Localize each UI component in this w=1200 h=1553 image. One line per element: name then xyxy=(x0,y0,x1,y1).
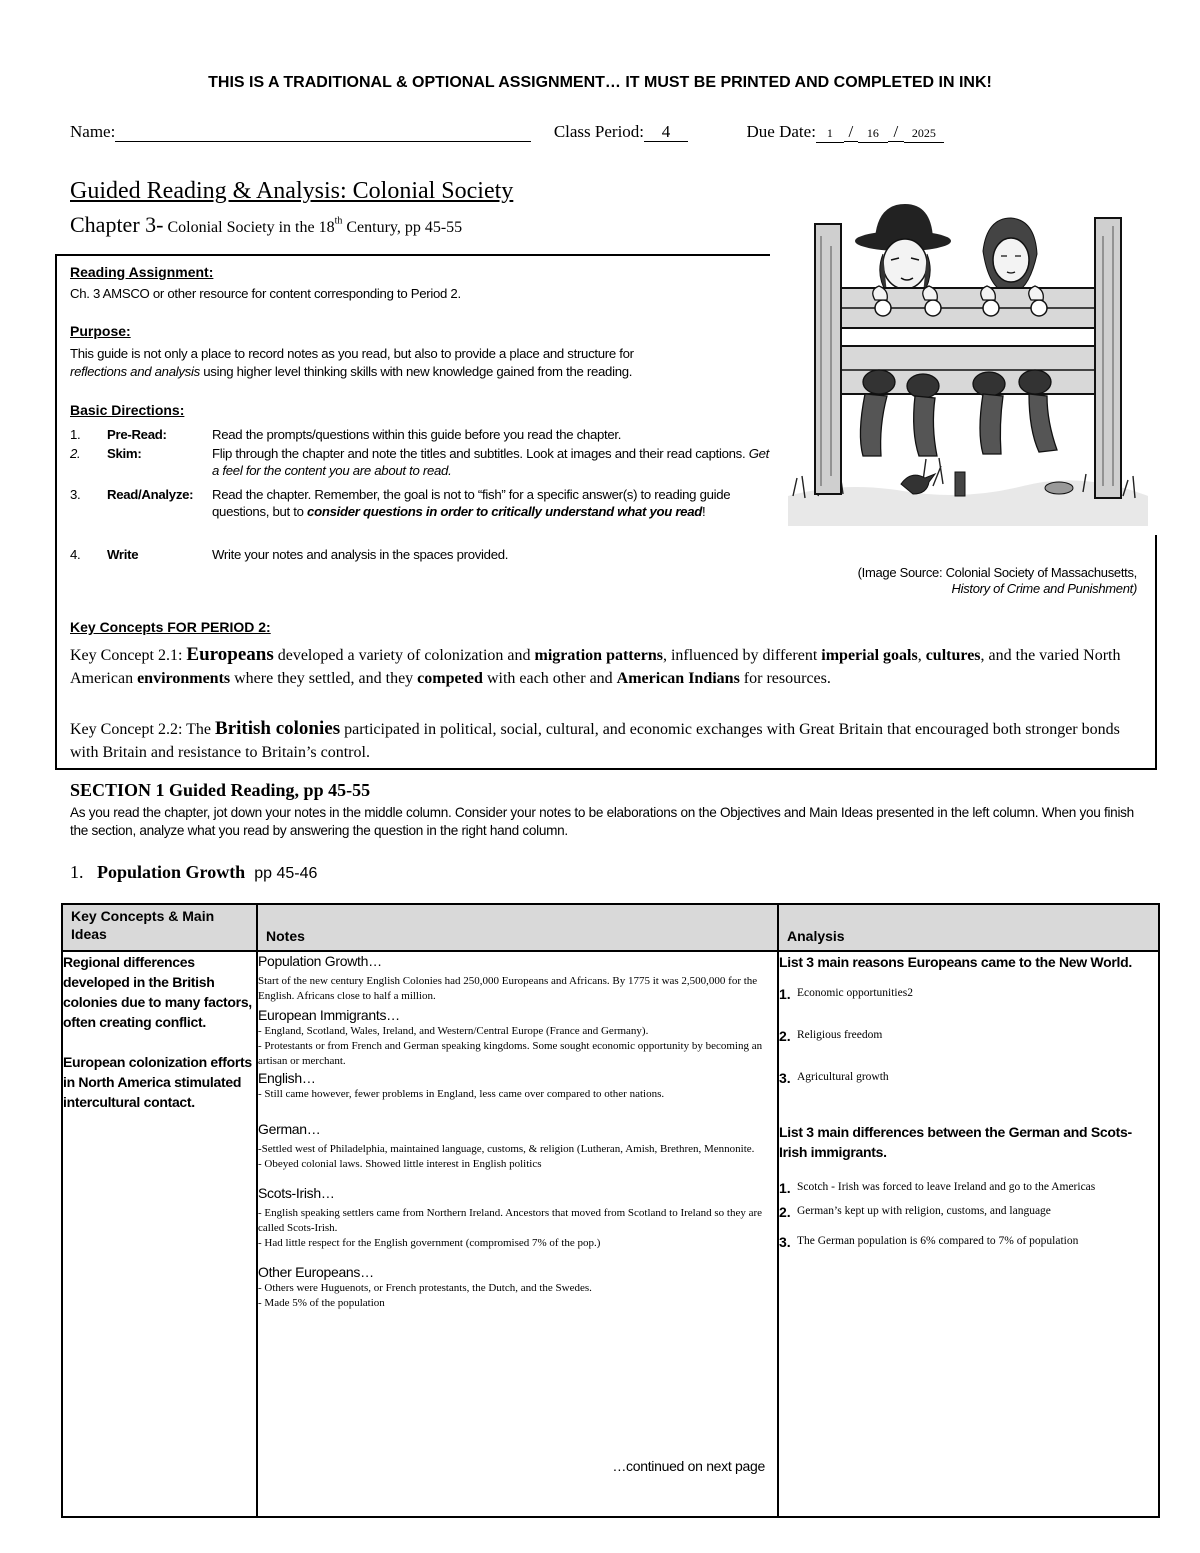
kc-text: with each other and xyxy=(482,670,617,687)
answer-text: Economic opportunities2 xyxy=(797,987,913,999)
class-period-label: Class Period: xyxy=(553,122,645,141)
direction-item xyxy=(70,426,790,444)
notes-text: - English speaking settlers came from Northern Ireland. Ancestors that moved from Scotland to Ireland so they are called Scots-Irish. xyxy=(258,1207,763,1234)
kc-text: , xyxy=(917,647,926,664)
table-row xyxy=(62,951,1159,1517)
analysis-cell[interactable] xyxy=(778,951,1159,1517)
purpose-line-1: This guide is not only a place to record notes as you read, but also to provide a place and structure for xyxy=(70,346,634,361)
kc-keyword: American Indians xyxy=(616,670,740,687)
notes-heading: Population Growth… xyxy=(258,953,382,969)
header-analysis xyxy=(778,904,1159,951)
date-separator: / xyxy=(844,123,858,142)
image-caption xyxy=(780,565,1137,597)
section-1-description: As you read the chapter, jot down your notes in the middle column. Consider your notes to be elaborations on the Objectives and Main Ideas presented in the left column. When you finish the section, analyze what you read by answering the question in the right hand column. xyxy=(70,805,1134,838)
kc-keyword: Europeans xyxy=(186,644,274,665)
answer-item xyxy=(779,986,1158,1002)
caption-line-1: (Image Source: Colonial Society of Massachusetts, xyxy=(857,565,1137,580)
answer-item xyxy=(779,1028,1158,1044)
due-day-field[interactable]: 16 xyxy=(858,124,888,143)
name-field[interactable] xyxy=(115,123,531,142)
notes-text: - Obeyed colonial laws. Showed little interest in English politics xyxy=(258,1158,542,1170)
answer-text: Scotch - Irish was forced to leave Ireland and go to the Americas xyxy=(797,1181,1096,1193)
direction-item xyxy=(70,445,790,481)
direction-description xyxy=(212,445,772,479)
purpose-label: Purpose: xyxy=(70,323,131,339)
direction-description: Write your notes and analysis in the spaces provided. xyxy=(212,547,509,562)
header-main-ideas xyxy=(62,904,257,951)
kc-text: for resources. xyxy=(739,670,831,687)
chapter-text: Colonial Society in the 18 xyxy=(163,219,335,236)
key-concepts-label: Key Concepts FOR PERIOD 2: xyxy=(70,619,271,635)
reading-assignment-label: Reading Assignment: xyxy=(70,264,214,280)
answer-text: Religious freedom xyxy=(797,1029,883,1041)
direction-number: 1. xyxy=(70,427,81,442)
direction-description xyxy=(212,486,732,520)
kc-keyword: British colonies xyxy=(215,718,341,739)
due-year-field[interactable]: 2025 xyxy=(904,124,944,143)
chapter-text-end: Century, pp 45-55 xyxy=(342,219,463,236)
answer-number: 1. xyxy=(779,986,791,1002)
notes-heading: English… xyxy=(258,1070,316,1086)
due-date-label: Due Date: xyxy=(746,122,816,141)
superscript: th xyxy=(334,215,343,227)
answer-item xyxy=(779,1180,1158,1196)
main-idea: European colonization efforts in North America stimulated intercultural contact. xyxy=(63,1054,252,1110)
kc-prefix: Key Concept 2.1: xyxy=(70,647,187,664)
answer-number: 3. xyxy=(779,1070,791,1086)
answer-number: 2. xyxy=(779,1028,791,1044)
direction-text: Read the chapter. Remember, the goal is not to “fish” for a specific answer(s) to reading guide questions, but to xyxy=(212,487,731,519)
page-title: Guided Reading & Analysis: Colonial Society xyxy=(70,178,514,204)
direction-italic: Get a feel for the content you are about to read. xyxy=(212,446,770,478)
kc-text: , influenced by different xyxy=(662,647,822,664)
direction-description: Read the prompts/questions within this guide before you read the chapter. xyxy=(212,427,622,442)
due-month-field[interactable]: 1 xyxy=(816,124,844,143)
answer-item xyxy=(779,1234,1158,1250)
notes-text: - Made 5% of the population xyxy=(258,1297,385,1309)
purpose-italic: reflections and analysis xyxy=(70,364,200,379)
main-ideas-cell xyxy=(62,951,257,1517)
reading-assignment-text: Ch. 3 AMSCO or other resource for content corresponding to Period 2. xyxy=(70,286,461,301)
kc-keyword: competed xyxy=(417,670,483,687)
notes-text: - Had little respect for the English government (compromised 7% of the pop.) xyxy=(258,1237,601,1249)
kc-keyword: migration patterns xyxy=(534,647,663,664)
assignment-warning: THIS IS A TRADITIONAL & OPTIONAL ASSIGNMENT… IT MUST BE PRINTED AND COMPLETED IN INK! xyxy=(208,74,992,91)
main-idea: Regional differences developed in the British colonies due to many factors, often creating conflict. xyxy=(63,954,252,1030)
continued-note: …continued on next page xyxy=(612,1458,765,1474)
answer-text: The German population is 6% compared to 7% of population xyxy=(797,1235,1079,1247)
answer-item xyxy=(779,1070,1158,1086)
name-label: Name: xyxy=(70,122,116,141)
notes-text: - Protestants or from French and German speaking kingdoms. Some sought economic opportunity by becoming an artisan or merchant. xyxy=(258,1040,763,1067)
direction-end: ! xyxy=(702,504,706,519)
basic-directions-label: Basic Directions: xyxy=(70,402,185,418)
date-separator: / xyxy=(888,123,904,142)
guided-reading-table xyxy=(61,903,1160,1518)
purpose-line-2: using higher level thinking skills with new knowledge gained from the reading. xyxy=(199,364,633,379)
direction-bold-italic: consider questions in order to critically understand what you read xyxy=(303,504,703,519)
header-label: Key Concepts & Main Ideas xyxy=(71,908,215,942)
analysis-question: List 3 main differences between the German and Scots-Irish immigrants. xyxy=(779,1124,1132,1160)
kc-keyword: cultures xyxy=(925,647,981,664)
header-label: Analysis xyxy=(787,928,845,944)
key-concept-2-1 xyxy=(70,643,1145,690)
student-info-line xyxy=(70,122,944,143)
chapter-label: Chapter 3- xyxy=(70,212,164,237)
heading-population-growth xyxy=(70,862,317,883)
caption-line-2: History of Crime and Punishment) xyxy=(951,581,1137,596)
kc-prefix: Key Concept 2.2: The xyxy=(70,721,216,738)
chapter-subtitle xyxy=(70,212,462,238)
kc-keyword: imperial goals xyxy=(821,647,918,664)
answer-text: German’s kept up with religion, customs, and language xyxy=(797,1205,1051,1217)
notes-text: - Others were Huguenots, or French protestants, the Dutch, and the Swedes. xyxy=(258,1282,592,1294)
class-period-field[interactable]: 4 xyxy=(644,123,688,142)
kc-text: participated in political, social, cultural, and economic exchanges with Great Britain that encouraged both stronger bonds with Britain and resistance to Britain’s control. xyxy=(70,721,1120,761)
direction-term: Write xyxy=(107,547,139,562)
notes-heading: German… xyxy=(258,1121,321,1137)
direction-item xyxy=(70,486,790,540)
kc-keyword: environments xyxy=(137,670,231,687)
notes-text: -Settled west of Philadelphia, maintained language, customs, & religion (Lutheran, Amish, Brethren, Mennonite. xyxy=(258,1143,755,1155)
direction-term: Pre-Read: xyxy=(107,427,167,442)
direction-number: 2. xyxy=(70,446,81,461)
heading-title: Population Growth xyxy=(97,862,246,882)
answer-number: 3. xyxy=(779,1234,791,1250)
answer-number: 2. xyxy=(779,1204,791,1220)
notes-text: - England, Scotland, Wales, Ireland, and Western/Central Europe (France and Germany). xyxy=(258,1025,649,1037)
notes-cell[interactable] xyxy=(257,951,778,1517)
key-concept-2-2 xyxy=(70,717,1145,764)
direction-term: Skim: xyxy=(107,446,142,461)
answer-number: 1. xyxy=(779,1180,791,1196)
direction-term: Read/Analyze: xyxy=(107,487,194,502)
notes-heading: Other Europeans… xyxy=(258,1264,374,1280)
heading-number: 1. xyxy=(70,862,84,882)
answer-item xyxy=(779,1204,1158,1220)
notes-heading: European Immigrants… xyxy=(258,1007,400,1023)
heading-pages: pp 45-46 xyxy=(254,865,318,882)
direction-number: 4. xyxy=(70,547,81,562)
pillory-illustration xyxy=(783,196,1153,526)
notes-heading: Scots-Irish… xyxy=(258,1185,335,1201)
direction-item xyxy=(70,546,790,564)
header-label: Notes xyxy=(266,928,305,944)
kc-text: where they settled, and they xyxy=(230,670,418,687)
notes-text: - Still came however, fewer problems in England, less came over compared to other nations. xyxy=(258,1088,665,1100)
answer-text: Agricultural growth xyxy=(797,1071,889,1083)
table-header-row xyxy=(62,904,1159,951)
direction-text: Flip through the chapter and note the titles and subtitles. Look at images and their read captions. xyxy=(212,446,746,461)
header-notes xyxy=(257,904,778,951)
kc-text: , and the varied North American xyxy=(70,647,1121,687)
kc-text: developed a variety of colonization and xyxy=(273,647,535,664)
notes-text: Start of the new century English Colonies had 250,000 Europeans and Africans. By 1775 it was 2,500,000 for the English. Africans close to half a million. xyxy=(258,975,758,1002)
purpose-text xyxy=(70,345,770,381)
analysis-question: List 3 main reasons Europeans came to the New World. xyxy=(779,954,1132,970)
section-1-title: SECTION 1 Guided Reading, pp 45-55 xyxy=(70,780,371,800)
direction-number: 3. xyxy=(70,487,81,502)
